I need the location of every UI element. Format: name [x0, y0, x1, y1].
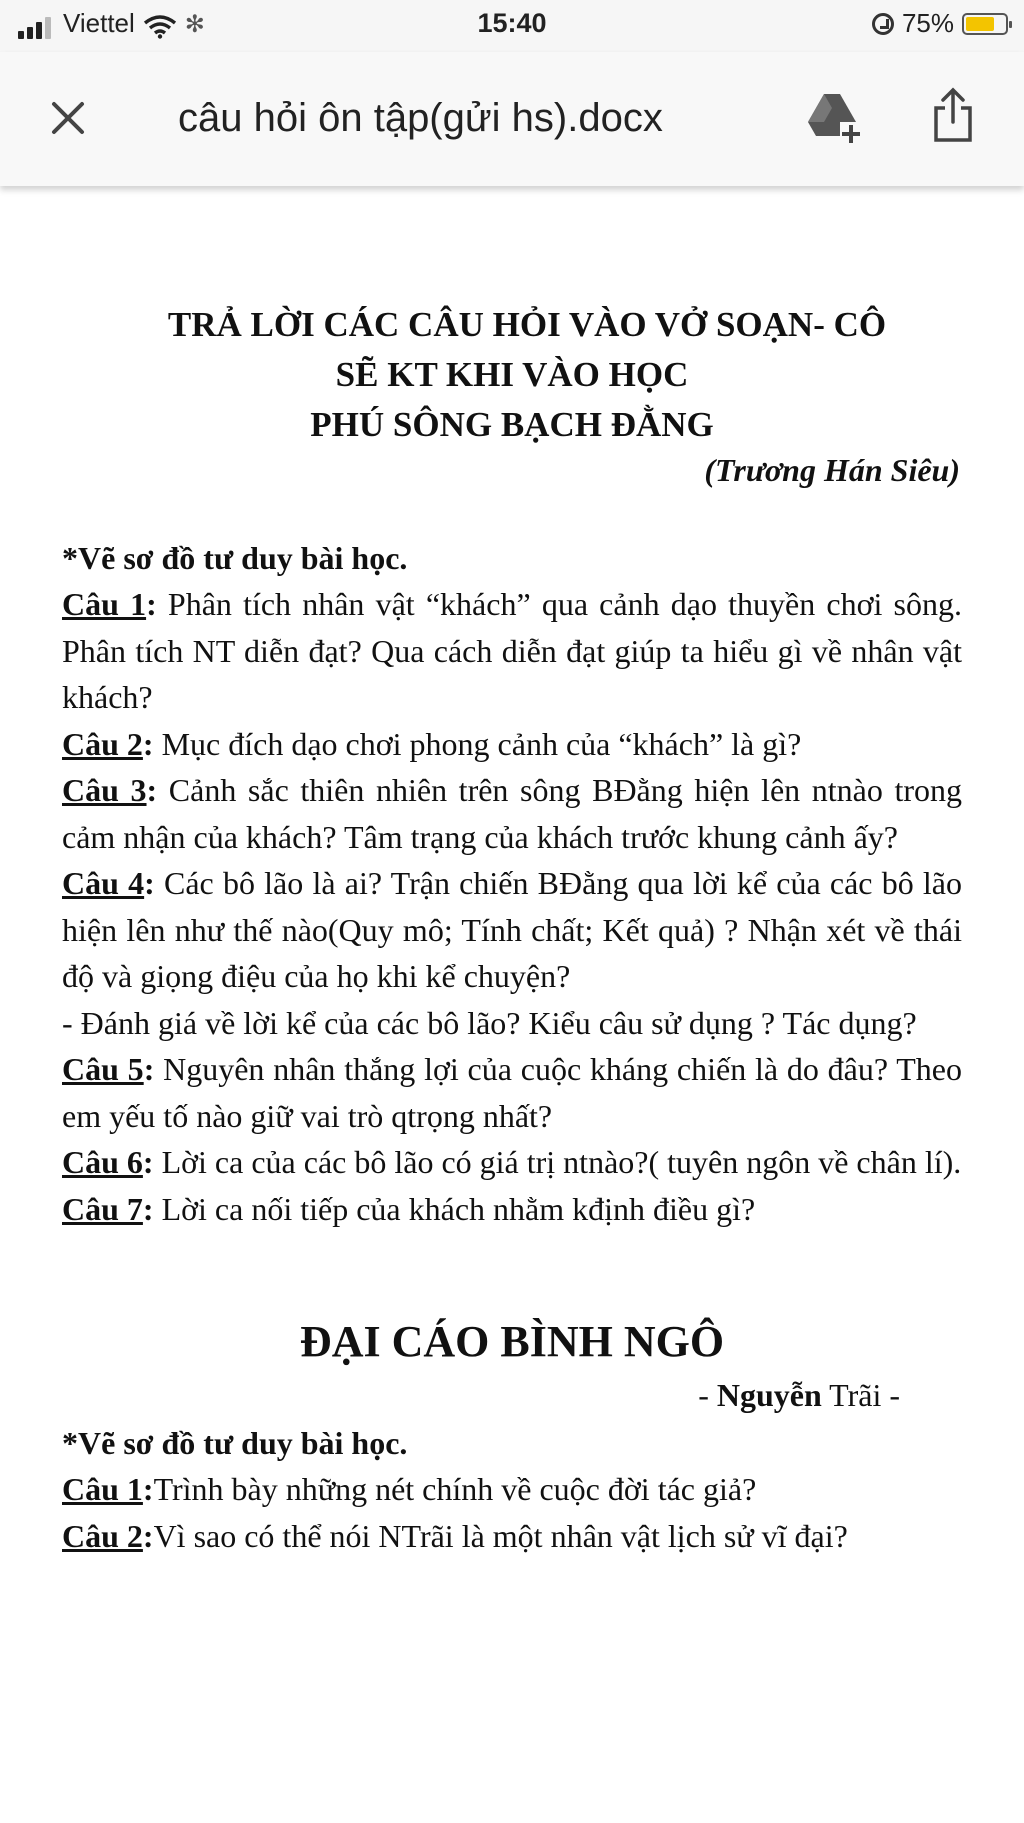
question-text: Trình bày những nét chính về cuộc đời tác giả?	[153, 1471, 757, 1507]
question-item: Câu 7: Lời ca nối tiếp của khách nhằm kđịnh điều gì?	[62, 1190, 756, 1227]
question-label: Câu 5	[62, 1051, 144, 1087]
question-label: Câu 4	[62, 865, 145, 901]
author-credit: (Trương Hán Siêu)	[704, 452, 960, 488]
carrier-name: Viettel	[63, 8, 135, 38]
section-heading: ĐẠI CÁO BÌNH NGÔ	[299, 1317, 725, 1366]
question-label: Câu 2	[62, 1517, 143, 1554]
author2-rest: Trãi -	[821, 1377, 900, 1413]
status-right	[872, 8, 1008, 39]
heading-line: SẼ KT KHI VÀO HỌC	[335, 355, 689, 394]
question-label: Câu 3	[62, 772, 147, 808]
status-time: 15:40	[477, 8, 547, 38]
document-viewer-toolbar	[0, 52, 1024, 186]
question-extra-text: - Đánh giá về lời kể của các bô lão? Kiểu câu sử dụng ? Tác dụng?	[62, 1004, 917, 1041]
question-text: Mục đích dạo chơi phong cảnh của “khách” là gì?	[153, 725, 802, 762]
heading-line: TRẢ LỜI CÁC CÂU HỎI VÀO VỞ SOẠN- CÔ	[167, 305, 887, 344]
share-icon[interactable]	[930, 86, 976, 144]
question-text: Phân tích nhân vật “khách” qua cảnh dạo thuyền chơi sông. Phân tích NT diễn đạt? Qua cách diễn đạt giúp ta hiểu gì về nhân vật khách?	[62, 586, 963, 715]
question-label: Câu 1	[62, 1471, 143, 1507]
document-heading	[62, 300, 962, 450]
heading-line: PHÚ SÔNG BẠCH ĐẰNG	[310, 405, 714, 444]
question-item: Câu 5: Nguyên nhân thắng lợi của cuộc kháng chiến là do đâu? Theo em yếu tố nào giữ vai trò qtrọng nhất?	[62, 1051, 963, 1134]
question-text: Lời ca nối tiếp của khách nhằm kđịnh điều gì?	[153, 1190, 756, 1227]
question-section-2	[62, 1420, 962, 1559]
question-text: Cảnh sắc thiên nhiên trên sông BĐằng hiện lên ntnào trong cảm nhận của khách? Tâm trạng của khách trước khung cảnh ấy?	[62, 772, 963, 855]
question-item: Câu 6: Lời ca của các bô lão có giá trị ntnào?( tuyên ngôn về chân lí).	[62, 1144, 962, 1180]
question-item: Câu 3: Cảnh sắc thiên nhiên trên sông BĐằng hiện lên ntnào trong cảm nhận của khách? Tâm trạng của khách trước khung cảnh ấy?	[62, 772, 963, 855]
battery-icon	[962, 13, 1008, 35]
question-item: Câu 1: Phân tích nhân vật “khách” qua cảnh dạo thuyền chơi sông. Phân tích NT diễn đạt? Qua cách diễn đạt giúp ta hiểu gì về nhân vật khách?	[62, 586, 963, 715]
battery-percent: 75%	[901, 8, 954, 38]
question-label: Câu 2	[62, 725, 143, 762]
question-text: Vì sao có thể nói NTrãi là một nhân vật lịch sử vĩ đại?	[153, 1517, 848, 1554]
author2-prefix: -	[698, 1377, 717, 1413]
mindmap-instruction: *Vẽ sơ đồ tư duy bài học.	[62, 1425, 408, 1461]
question-item: Câu 1:Trình bày những nét chính về cuộc đời tác giả?	[62, 1471, 757, 1507]
author-credit-2	[62, 1370, 962, 1420]
mindmap-instruction: *Vẽ sơ đồ tư duy bài học.	[62, 540, 408, 576]
question-text: Nguyên nhân thắng lợi của cuộc kháng chiến là do đâu? Theo em yếu tố nào giữ vai trò qtrọng nhất?	[62, 1051, 963, 1134]
author2-bold: Nguyễn	[716, 1377, 822, 1413]
rotation-lock-icon	[872, 13, 894, 35]
question-section-1	[62, 535, 962, 1232]
document-page	[62, 300, 962, 1559]
question-item: Câu 2: Mục đích dạo chơi phong cảnh của “khách” là gì?	[62, 725, 802, 762]
status-bar	[0, 0, 1024, 52]
question-text: Các bô lão là ai? Trận chiến BĐằng qua lời kể của các bô lão hiện lên như thế nào(Quy mô; Tính chất; Kết quả) ? Nhận xét về thái độ và giọng điệu của họ khi kể chuyện?	[62, 865, 963, 994]
question-label: Câu 7	[62, 1190, 143, 1227]
question-item: Câu 2:Vì sao có thể nói NTrãi là một nhân vật lịch sử vĩ đại?	[62, 1517, 848, 1554]
question-item: Câu 4: Các bô lão là ai? Trận chiến BĐằng qua lời kể của các bô lão hiện lên như thế nào(Quy mô; Tính chất; Kết quả) ? Nhận xét về thái độ và giọng điệu của họ khi kể chuyện?	[62, 865, 963, 994]
question-extra	[62, 1000, 962, 1047]
question-text: Lời ca của các bô lão có giá trị ntnào?( tuyên ngôn về chân lí).	[153, 1144, 962, 1180]
battery-level	[966, 17, 994, 31]
close-icon[interactable]	[46, 96, 90, 140]
spinner-icon: ✻	[184, 11, 205, 38]
question-label: Câu 6	[62, 1144, 143, 1180]
drive-add-icon[interactable]	[806, 90, 862, 144]
document-title: câu hỏi ôn tập(gửi hs).docx	[178, 96, 663, 140]
question-label: Câu 1	[62, 586, 147, 622]
